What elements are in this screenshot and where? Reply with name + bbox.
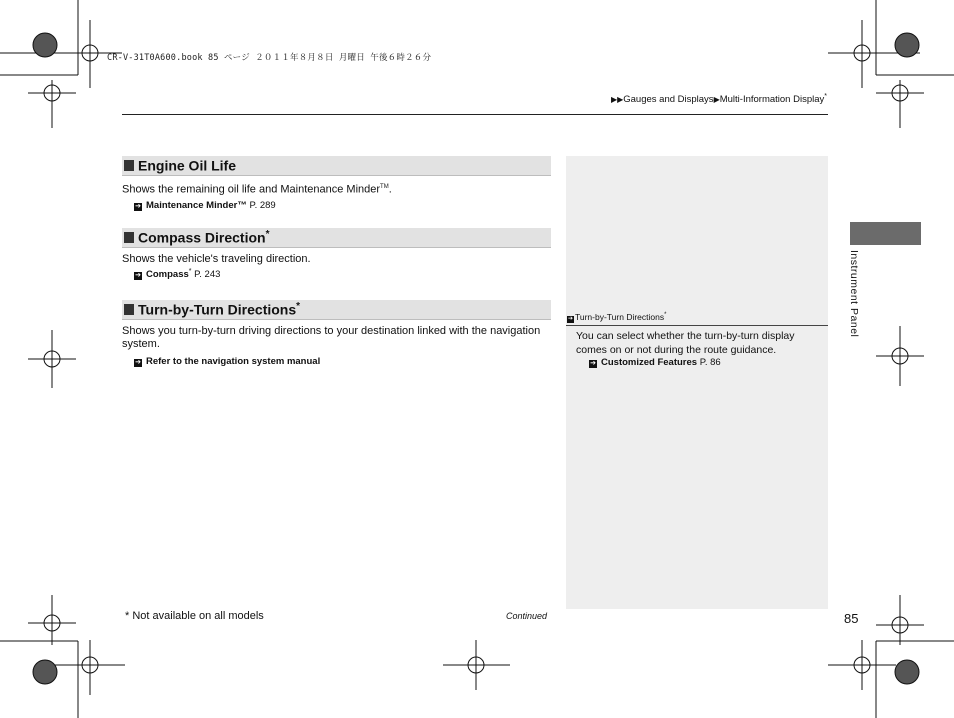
section-heading-engine-oil-life <box>122 156 551 176</box>
chapter-tab[interactable] <box>850 222 921 245</box>
chapter-tab-label: Instrument Panel <box>848 250 860 338</box>
note-arrow-icon: ➔ <box>567 316 574 322</box>
print-header: CR-V-31T0A600.book 85 ページ ２０１１年８月８日 月曜日 午後６時２６分 <box>107 53 432 63</box>
reference-arrow-icon: ➔ <box>135 359 141 367</box>
continued-label: Continued <box>506 611 548 621</box>
reference-arrow-icon: ➔ <box>590 360 596 367</box>
heading-square-icon <box>124 232 134 243</box>
section-title: Engine Oil Life <box>138 157 237 174</box>
section-title: Turn-by-Turn Directions* <box>138 301 301 318</box>
section-text: Shows the vehicle's traveling direction. <box>122 253 311 265</box>
heading-square-icon <box>124 304 134 315</box>
breadcrumb <box>611 93 827 105</box>
heading-square-icon <box>124 160 134 171</box>
reference-arrow-icon: ➔ <box>135 272 141 280</box>
section-text: Shows the remaining oil life and Maintenance Minder™. <box>122 183 392 196</box>
breadcrumb-section[interactable]: Gauges and Displays <box>623 94 714 106</box>
section-text: Shows you turn-by-turn driving directions to your destination linked with the navigation system. <box>122 325 541 350</box>
compass-link[interactable]: ➔ Compass* P. 243 <box>135 268 221 281</box>
breadcrumb-page[interactable]: Multi-Information Display <box>719 94 825 106</box>
breadcrumb-asterisk: * <box>824 93 827 100</box>
page-number: 85 <box>844 611 859 626</box>
maintenance-minder-link[interactable]: ➔ Maintenance Minder™ P. 289 <box>135 200 276 212</box>
breadcrumb-separator: ▶ <box>713 95 720 105</box>
section-title: Compass Direction* <box>138 229 270 246</box>
sidebar-note-rule <box>566 325 828 326</box>
sidebar-note-heading: ➔ Turn-by-Turn Directions* <box>567 312 667 322</box>
sidebar-note-text: You can select whether the turn-by-turn display comes on or not during the route guidance. <box>576 330 795 356</box>
section-heading-turn-by-turn <box>122 300 551 320</box>
customized-features-link[interactable]: ➔ Customized Features P. 86 <box>590 357 721 368</box>
header-rule <box>122 114 828 115</box>
sidebar-notes-panel <box>566 156 828 609</box>
section-heading-compass-direction <box>122 228 551 248</box>
breadcrumb-arrows: ▶▶ <box>610 95 624 105</box>
reference-arrow-icon: ➔ <box>135 203 141 211</box>
navigation-manual-link[interactable]: ➔ Refer to the navigation system manual <box>135 356 321 368</box>
footnote: * Not available on all models <box>125 610 264 622</box>
